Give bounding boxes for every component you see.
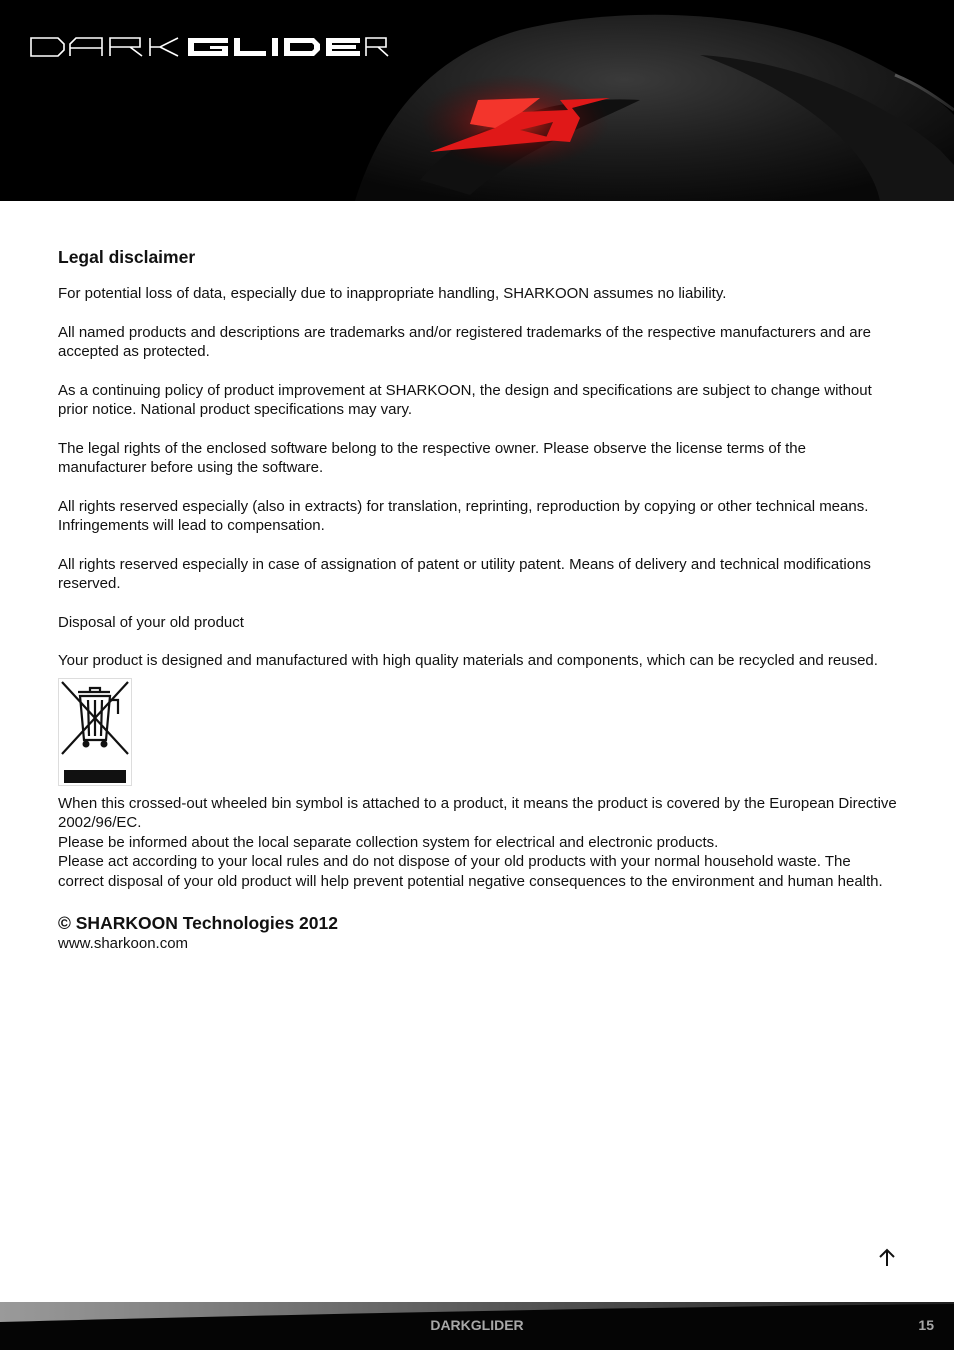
footer-title: DARKGLIDER xyxy=(430,1317,524,1333)
disposal-line: Please be informed about the local separate collection system for electrical and electronic products. xyxy=(58,833,719,851)
legal-paragraph: All named products and descriptions are trademarks and/or registered trademarks of the respective manufacturers and are accepted as protected. xyxy=(58,323,871,360)
disposal-line: When this crossed-out wheeled bin symbol is attached to a product, it means the product is covered by the European Directive 2002/96/EC. xyxy=(58,794,897,831)
disposal-heading: Disposal of your old product xyxy=(58,613,244,631)
page-number: 15 xyxy=(918,1317,934,1333)
darkglider-logo xyxy=(30,35,390,59)
section-title: Legal disclaimer xyxy=(58,247,196,267)
footer-bar xyxy=(0,1302,954,1350)
legal-paragraph: All rights reserved especially in case of assignation of patent or utility patent. Means of delivery and technical modifications reserved. xyxy=(58,555,871,592)
disposal-intro: Your product is designed and manufactured with high quality materials and components, which can be recycled and reused. xyxy=(58,652,878,669)
mouse-illustration xyxy=(0,0,954,201)
legal-paragraph: For potential loss of data, especially due to inappropriate handling, SHARKOON assumes no liability. xyxy=(58,285,727,302)
arrow-up-icon[interactable] xyxy=(876,1247,898,1269)
legal-paragraph: All rights reserved especially (also in extracts) for translation, reprinting, reproduction by copying or other technical means. Infringements will lead to compensation. xyxy=(58,497,869,534)
copyright-notice: © SHARKOON Technologies 2012 xyxy=(58,913,338,933)
legal-paragraph: The legal rights of the enclosed software belong to the respective owner. Please observe the license terms of the manufacturer before using the software. xyxy=(58,439,806,476)
header-banner xyxy=(0,0,954,201)
website-link[interactable]: www.sharkoon.com xyxy=(58,935,189,952)
crossed-out-bin-icon xyxy=(58,678,132,786)
disposal-line: Please act according to your local rules and do not dispose of your old products with your normal household waste. The correct disposal of your old product will help prevent potential negative consequences to the environment and human health. xyxy=(58,853,883,890)
legal-paragraph: As a continuing policy of product improvement at SHARKOON, the design and specifications are subject to change without prior notice. National product specifications may vary. xyxy=(58,381,872,418)
main-content xyxy=(58,246,898,954)
